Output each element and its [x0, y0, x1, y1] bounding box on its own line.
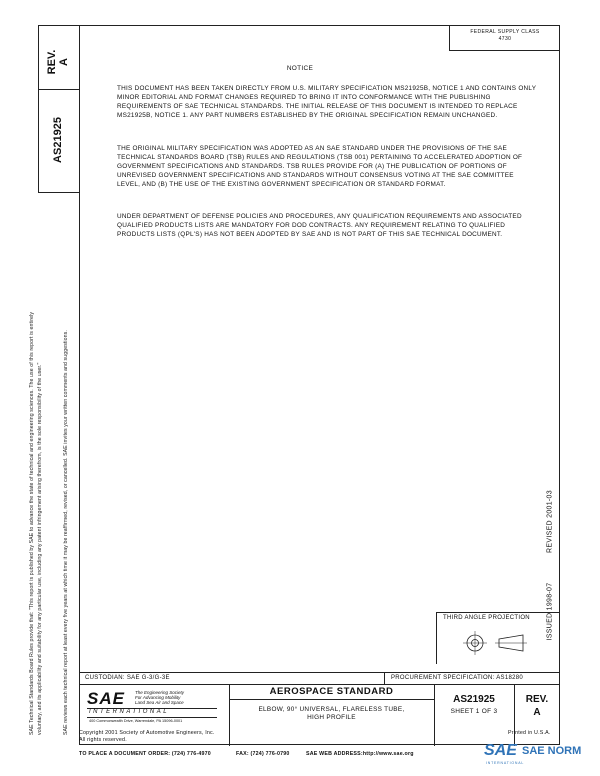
side-disclaimer-line-3: SAE reviews each technical report at least every five years at which time it may be reaffirmed, revised, or cancelled. SAE invites your written comments and suggestions. [63, 330, 69, 735]
fax-number: FAX: (724) 776-0790 [236, 751, 290, 757]
sae-norm-stamp [484, 742, 594, 770]
description-line-1: ELBOW, 90° UNIVERSAL, FLARELESS TUBE, [258, 706, 405, 713]
title-block-rev-value: A [533, 707, 541, 718]
sae-address: 400 Commonwealth Drive, Warrendale, PA 15096-0001 [89, 719, 183, 723]
order-phone: TO PLACE A DOCUMENT ORDER: (724) 776-4970 [79, 751, 211, 757]
sae-international: INTERNATIONAL [89, 709, 170, 715]
federal-supply-class-value: 4730 [498, 36, 512, 42]
custodian: CUSTODIAN: SAE G-3/G-3E [85, 675, 170, 681]
web-address: SAE WEB ADDRESS:http://www.sae.org [306, 751, 414, 757]
third-angle-projection-symbol [461, 627, 541, 659]
sae-logo-text: SAE [87, 689, 125, 708]
rev-label: REV. [46, 49, 58, 75]
stamp-sub: INTERNATIONAL [486, 761, 525, 765]
title-block-rev-label: REV. [525, 694, 549, 705]
federal-supply-class-label: FEDERAL SUPPLY CLASS [470, 29, 540, 35]
title-block-doc-number: AS21925 [453, 694, 495, 705]
notice-paragraph-1: THIS DOCUMENT HAS BEEN TAKEN DIRECTLY FROM U.S. MILITARY SPECIFICATION MS21925B, NOTICE 1 AND CONTAINS ONLY MINOR EDITORIAL AND FORMAT CHANGES REQUIRED TO BRING IT INTO CONFORMANCE WITH THE PUBLISHING REQUIREMENTS OF SAE TECHNICAL STANDARDS. THE INITIAL RELEASE OF THIS DOCUMENT IS INTENDED TO REPLACE MS21925B, NOTICE 1. ANY PART NUMBERS ESTABLISHED BY THE ORIGINAL SPECIFICATION REMAIN UNCHANGED. [117, 85, 537, 119]
side-disclaimer-line-2: voluntary, and its applicability and suitability for any particular use, including any patent infringement arising therefrom, is the sole responsibility of the user." [37, 362, 43, 735]
side-disclaimer-line-1: SAE Technical Standards Board Rules provide that: "This report is published by SAE to advance the state of technical and engineering sciences. The use of this report is entirely [29, 311, 35, 735]
stamp-logo: SAE [484, 742, 517, 759]
sheet-number: SHEET 1 OF 3 [450, 708, 498, 715]
copyright-line-1: Copyright 2001 Society of Automotive Engineers, Inc. [79, 730, 215, 736]
rev-label-rotated [36, 28, 80, 88]
doc-number-rotated [36, 90, 80, 190]
doc-number: AS21925 [52, 117, 64, 163]
side-disclaimer [27, 180, 71, 735]
sae-tagline-3: Land Sea Air and Space [135, 700, 184, 705]
projection-label: THIRD ANGLE PROJECTION [443, 615, 530, 621]
revised-date: REVISED 2001-03 [546, 490, 554, 553]
aerospace-standard-title: AEROSPACE STANDARD [269, 686, 394, 697]
projection-box [436, 612, 560, 664]
notice-paragraph-2: THE ORIGINAL MILITARY SPECIFICATION WAS ADOPTED AS AN SAE STANDARD UNDER THE PROVISIONS OF THE SAE TECHNICAL STANDARDS BOARD (TSB) RULES AND REGULATIONS (TSB 001) PERTAINING TO ACCELERATED ADOPTION OF GOVERNMENT SPECIFICATIONS AND STANDARDS. TSB RULES PROVIDE FOR (A) THE PUBLICATION OF PORTIONS OF UNREVISED GOVERNMENT SPECIFICATIONS AND STANDARDS WITHOUT CONSENSUS VOTING AT THE SAE COMMITTEE LEVEL, AND (B) THE USE OF THE EXISTING GOVERNMENT SPECIFICATION OR STANDARD FORMAT. [117, 145, 523, 188]
sae-tagline-1: The Engineering Society [135, 690, 185, 695]
notice-title: NOTICE [286, 65, 314, 72]
rev-value: A [58, 58, 70, 66]
description-line-2: HIGH PROFILE [307, 714, 356, 721]
sae-logo [87, 689, 227, 725]
issued-date: ISSUED 1998-07 [546, 582, 554, 641]
copyright-line-2: All rights reserved. [79, 737, 127, 743]
sae-tagline-2: For Advancing Mobility [135, 695, 181, 700]
printed-in: Printed in U.S.A. [508, 730, 551, 736]
federal-supply-class-box [449, 25, 560, 51]
notice-paragraph-3: UNDER DEPARTMENT OF DEFENSE POLICIES AND PROCEDURES, ANY QUALIFICATION REQUIREMENTS AND ASSOCIATED QUALIFIED PRODUCTS LISTS ARE MANDATORY FOR DOD CONTRACTS. ANY REQUIREMENT RELATING TO QUALIFIED PRODUCTS LISTS (QPL'S) HAS NOT BEEN ADOPTED BY SAE AND IS NOT PART OF THIS SAE TECHNICAL DOCUMENT. [117, 213, 522, 238]
procurement-spec: PROCUREMENT SPECIFICATION: AS18280 [391, 675, 524, 681]
stamp-label: SAE NORM [522, 745, 582, 757]
